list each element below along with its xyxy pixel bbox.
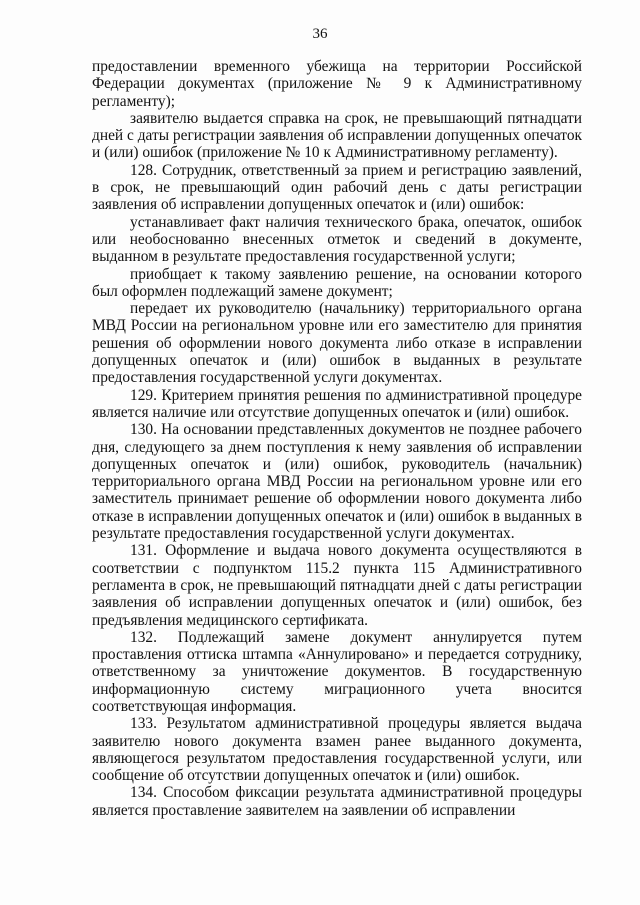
paragraph: 132. Подлежащий замене документ аннулируется путем проставления оттиска штампа «Аннулировано» и передается сотруднику, ответственному за уничтожение документов. В государственную информационную систему миграционного учета вносится соответствующая информация. bbox=[92, 628, 582, 715]
paragraph: 129. Критерием принятия решения по административной процедуре является наличие или отсутствие допущенных опечаток и (или) ошибок. bbox=[92, 386, 582, 421]
paragraph: 133. Результатом административной процедуры является выдача заявителю нового документа взамен ранее выданного документа, являющегося результатом предоставления государственной услуги, или сообщение об отсутствии допущенных опечаток и (или) ошибок. bbox=[92, 715, 582, 785]
paragraph: 128. Сотрудник, ответственный за прием и регистрацию заявлений, в срок, не превышающий один рабочий день с даты регистрации заявления об исправлении допущенных опечаток и (или) ошибок: bbox=[92, 161, 582, 214]
paragraph: 131. Оформление и выдача нового документа осуществляются в соответствии с подпунктом 115.2 пункта 115 Административного регламента в срок, не превышающий пятнадцати дней с даты регистрации заявления об исправлении допущенных опечаток и (или) ошибок, без предъявления медицинского сертификата. bbox=[92, 542, 582, 629]
page-number: 36 bbox=[312, 26, 328, 42]
document-body bbox=[92, 58, 582, 819]
paragraph: заявителю выдается справка на срок, не превышающий пятнадцати дней с даты регистрации заявления об исправлении допущенных опечаток и (или) ошибок (приложение № 10 к Административному регламенту). bbox=[92, 109, 582, 162]
paragraph: предоставлении временного убежища на территории Российской Федерации документах (приложение № 9 к Административному регламенту); bbox=[92, 58, 582, 110]
paragraph: 134. Способом фиксации результата административной процедуры является проставление заявителем на заявлении об исправлении bbox=[92, 784, 582, 819]
paragraph: передает их руководителю (начальнику) территориального органа МВД России на региональном уровне или его заместителю для принятия решения об оформлении нового документа либо отказе в исправлении допущенных опечаток и (или) ошибок в выданных в результате предоставления государственной услуги документах. bbox=[92, 300, 582, 387]
paragraph: устанавливает факт наличия технического брака, опечаток, ошибок или необоснованно внесенных отметок и сведений в документе, выданном в результате предоставления государственной услуги; bbox=[92, 213, 582, 266]
paragraph: 130. На основании представленных документов не позднее рабочего дня, следующего за днем поступления к нему заявления об исправлении допущенных опечаток и (или) ошибок, руководитель (начальник) территориального органа МВД России на региональном уровне или его заместитель принимает решение об оформлении нового документа либо отказе в исправлении допущенных опечаток и (или) ошибок в выданных в результате предоставления государственной услуги документах. bbox=[92, 421, 582, 543]
paragraph: приобщает к такому заявлению решение, на основании которого был оформлен подлежащий замене документ; bbox=[92, 265, 582, 300]
